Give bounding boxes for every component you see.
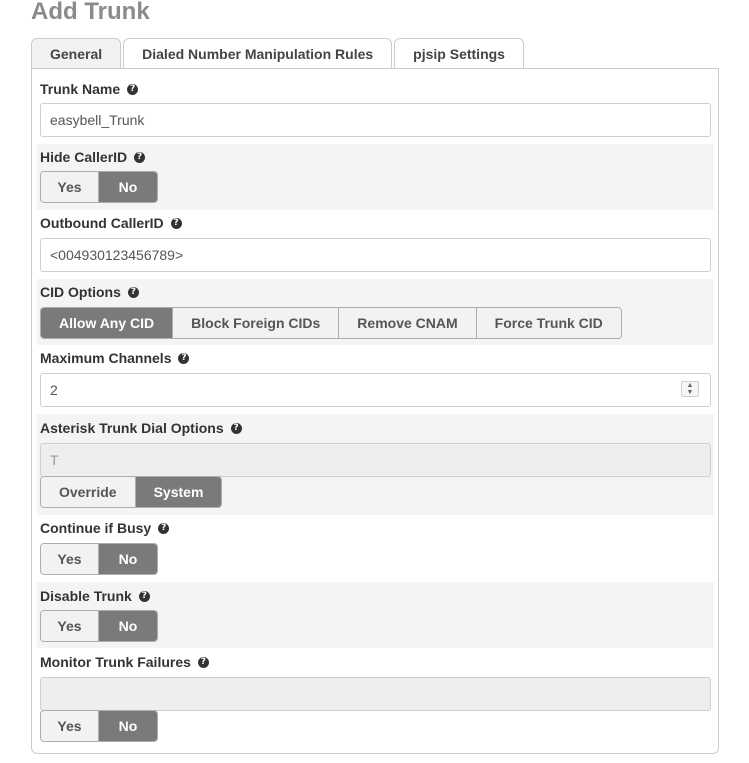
cid-options-row [37, 279, 714, 345]
force-trunk-cid-button[interactable]: Force Trunk CID [477, 308, 621, 338]
up-down-arrows-icon[interactable]: ▲ ▼ [681, 381, 699, 397]
maximum-channels-label: Maximum Channels ? [40, 350, 189, 366]
continue-if-busy-label: Continue if Busy ? [40, 520, 169, 536]
block-foreign-cids-button[interactable]: Block Foreign CIDs [173, 308, 339, 338]
hide-callerid-yes-button[interactable]: Yes [41, 172, 99, 202]
trunk-name-label: Trunk Name ? [40, 81, 138, 97]
help-icon[interactable]: ? [139, 591, 150, 602]
disable-trunk-row [37, 582, 714, 648]
hide-callerid-row [37, 144, 714, 210]
continue-if-busy-no-button[interactable]: No [99, 544, 157, 574]
dial-options-input [40, 443, 711, 477]
maximum-channels-field [40, 373, 711, 407]
dial-options-override-button[interactable]: Override [41, 477, 136, 507]
tab-pjsip-settings[interactable]: pjsip Settings [394, 38, 524, 69]
page-title: Add Trunk [31, 0, 150, 25]
disable-trunk-label: Disable Trunk ? [40, 588, 150, 604]
dial-options-system-button[interactable]: System [136, 477, 222, 507]
continue-if-busy-row [37, 515, 714, 581]
help-icon[interactable]: ? [171, 218, 182, 229]
allow-any-cid-button[interactable]: Allow Any CID [41, 308, 173, 338]
disable-trunk-no-button[interactable]: No [99, 611, 157, 641]
outbound-callerid-row [37, 210, 714, 278]
trunk-name-row [37, 75, 714, 142]
monitor-trunk-failures-input [40, 677, 711, 711]
help-icon[interactable]: ? [198, 657, 209, 668]
continue-if-busy-yes-button[interactable]: Yes [41, 544, 99, 574]
disable-trunk-yes-button[interactable]: Yes [41, 611, 99, 641]
monitor-trunk-failures-toggle [40, 710, 158, 742]
hide-callerid-no-button[interactable]: No [99, 172, 157, 202]
remove-cnam-button[interactable]: Remove CNAM [339, 308, 476, 338]
tab-bar [31, 38, 526, 69]
help-icon[interactable]: ? [128, 287, 139, 298]
monitor-trunk-failures-row [37, 648, 714, 748]
disable-trunk-toggle [40, 610, 158, 642]
outbound-callerid-input[interactable] [40, 238, 711, 272]
maximum-channels-row [37, 345, 714, 414]
monitor-trunk-failures-yes-button[interactable]: Yes [41, 711, 99, 741]
continue-if-busy-toggle [40, 543, 158, 575]
cid-options-button-group [40, 307, 622, 339]
monitor-trunk-failures-label: Monitor Trunk Failures ? [40, 654, 209, 670]
maximum-channels-input[interactable] [40, 373, 711, 407]
help-icon[interactable]: ? [178, 353, 189, 364]
general-tab-panel [31, 68, 719, 754]
trunk-name-input[interactable] [40, 103, 711, 137]
tab-general[interactable]: General [31, 38, 121, 69]
outbound-callerid-label: Outbound CallerID ? [40, 215, 182, 231]
hide-callerid-label: Hide CallerID ? [40, 149, 145, 165]
cid-options-label: CID Options ? [40, 284, 139, 300]
help-icon[interactable]: ? [127, 84, 138, 95]
tab-dialed-number-manipulation-rules[interactable]: Dialed Number Manipulation Rules [123, 38, 392, 69]
dial-options-toggle [40, 476, 222, 508]
help-icon[interactable]: ? [158, 523, 169, 534]
hide-callerid-toggle [40, 171, 158, 203]
dial-options-label: Asterisk Trunk Dial Options ? [40, 420, 242, 436]
help-icon[interactable]: ? [134, 152, 145, 163]
help-icon[interactable]: ? [231, 423, 242, 434]
dial-options-row [37, 414, 714, 515]
monitor-trunk-failures-no-button[interactable]: No [99, 711, 157, 741]
